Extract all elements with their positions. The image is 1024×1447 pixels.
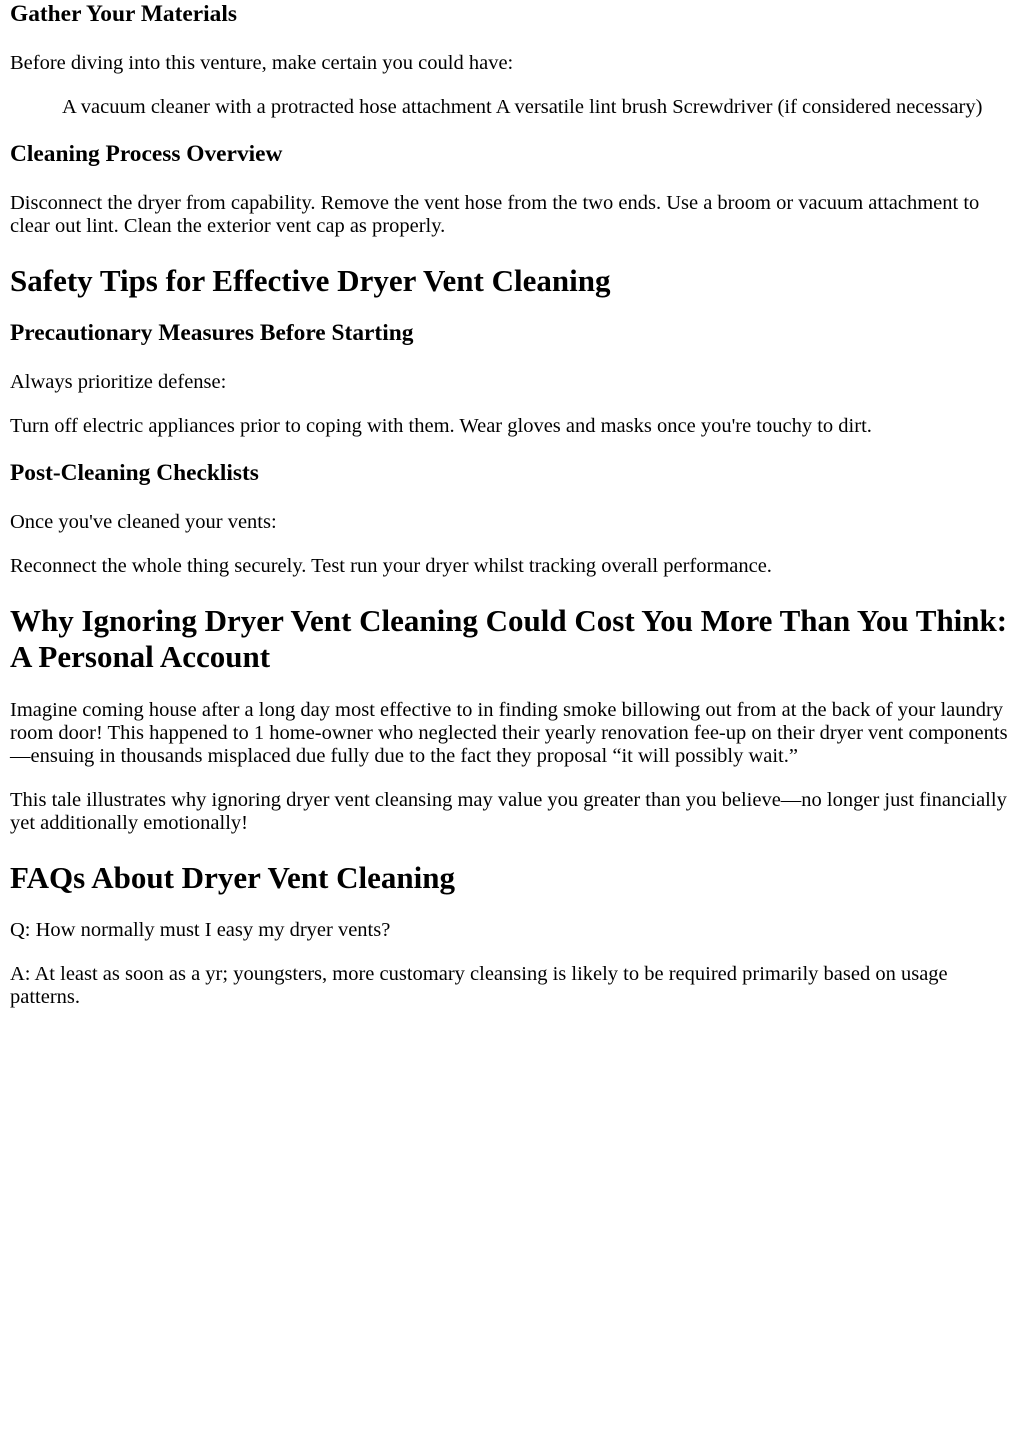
faq-answer: A: At least as soon as a yr; youngsters, more customary cleansing is likely to be required primarily based on usage patterns. bbox=[10, 963, 948, 1009]
precaution-text: Turn off electric appliances prior to coping with them. Wear gloves and masks once you're touchy to dirt. bbox=[10, 415, 872, 438]
gather-heading: Gather Your Materials bbox=[10, 1, 237, 27]
gather-list: A vacuum cleaner with a protracted hose attachment A versatile lint brush Screwdriver (if considered necessary) bbox=[62, 95, 983, 118]
process-heading: Cleaning Process Overview bbox=[10, 140, 283, 167]
article bbox=[0, 1, 1024, 1009]
faq-question: Q: How normally must I easy my dryer vents? bbox=[10, 919, 391, 942]
precaution-intro: Always prioritize defense: bbox=[10, 371, 227, 394]
safety-heading: Safety Tips for Effective Dryer Vent Cleaning bbox=[10, 262, 611, 298]
faq-heading: FAQs About Dryer Vent Cleaning bbox=[10, 859, 455, 895]
why-paragraph-2: This tale illustrates why ignoring dryer vent cleansing may value you greater than you believe—no longer just financially yet additionally emotionally! bbox=[10, 788, 1007, 834]
why-heading: Why Ignoring Dryer Vent Cleaning Could Cost You More Than You Think: A Personal Account bbox=[10, 603, 1008, 674]
gather-intro: Before diving into this venture, make certain you could have: bbox=[10, 51, 514, 74]
post-intro: Once you've cleaned your vents: bbox=[10, 511, 277, 534]
post-text: Reconnect the whole thing securely. Test run your dryer whilst tracking overall performance. bbox=[10, 555, 772, 578]
why-paragraph-1: Imagine coming house after a long day most effective to in finding smoke billowing out from at the back of your laundry room door! This happened to 1 home-owner who neglected their yearly renovation fee-up on their dryer vent components—ensuing in thousands misplaced due fully due to the fact they proposal “it will possibly wait.” bbox=[10, 698, 1008, 767]
process-text: Disconnect the dryer from capability. Remove the vent hose from the two ends. Use a broom or vacuum attachment to clear out lint. Clean the exterior vent cap as properly. bbox=[10, 191, 980, 237]
post-heading: Post-Cleaning Checklists bbox=[10, 460, 259, 487]
precaution-heading: Precautionary Measures Before Starting bbox=[10, 320, 414, 347]
